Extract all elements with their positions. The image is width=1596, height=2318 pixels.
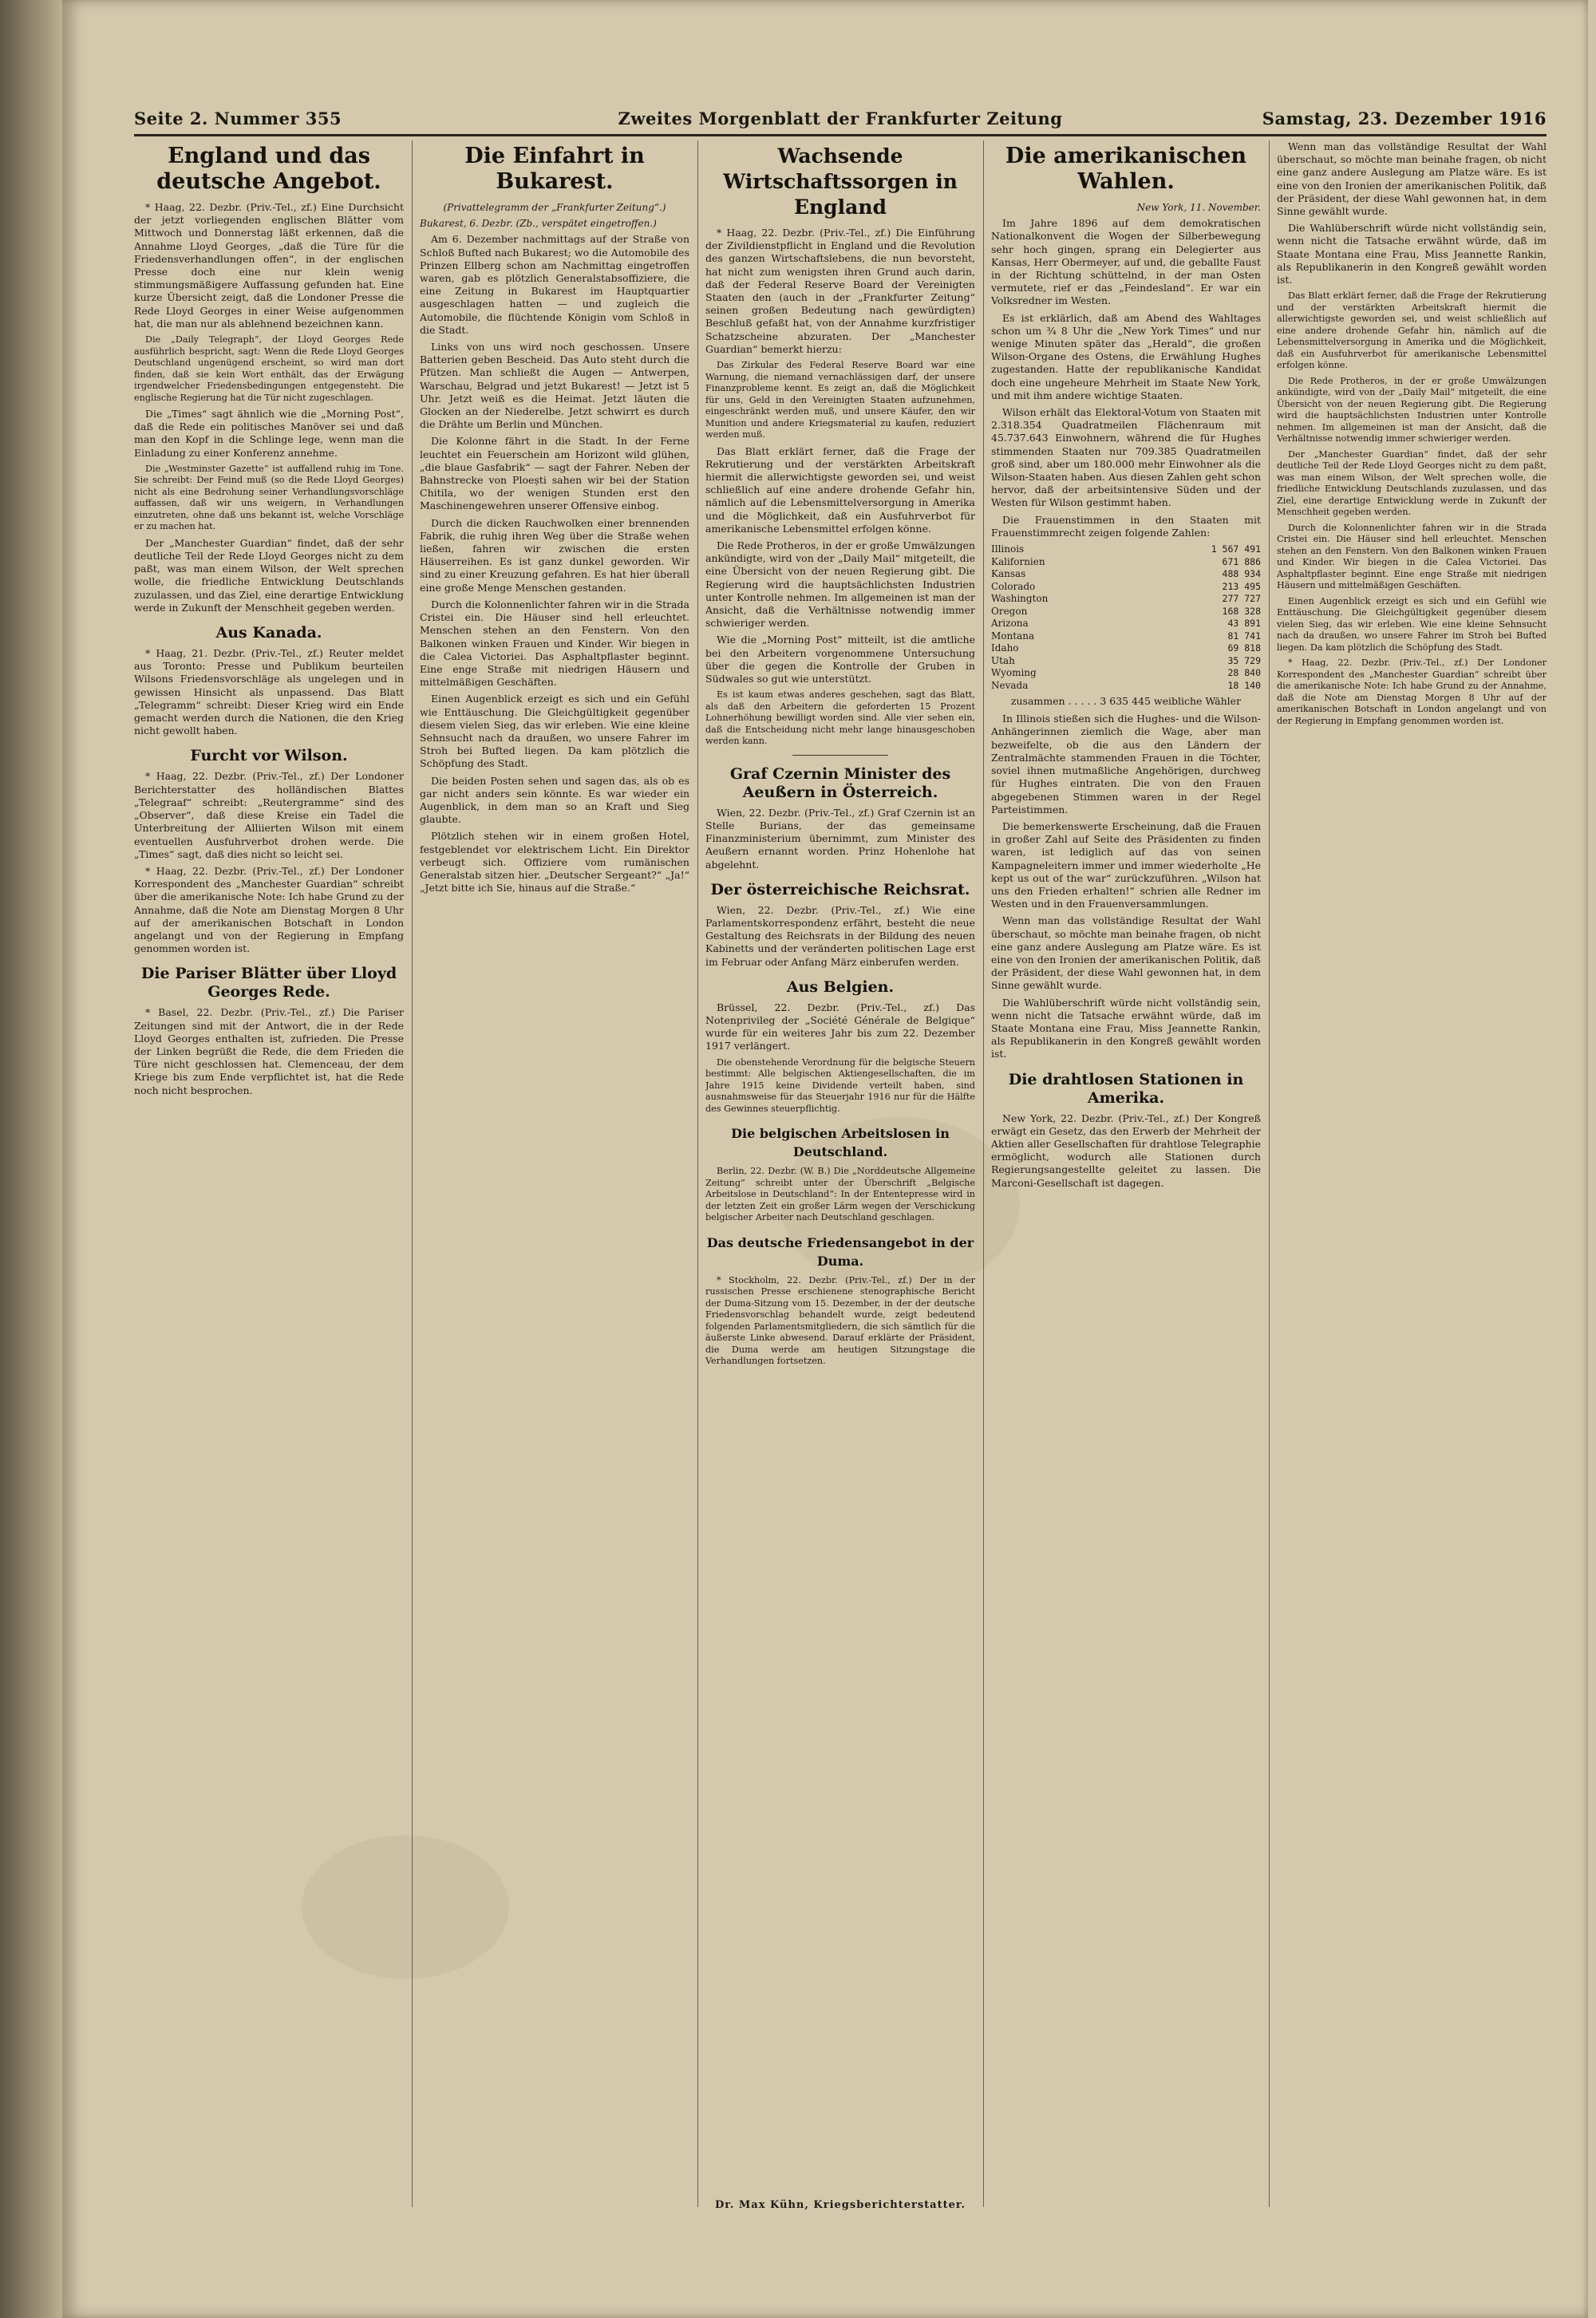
columns (134, 140, 1547, 2211)
votes-state: Kansas (991, 568, 1026, 580)
dateline: Bukarest, 6. Dezbr. (Zb., verspätet eingetroffen.) (420, 218, 657, 230)
article-paragraph: Durch die dicken Rauchwolken einer brennenden Fabrik, die ruhig ihren Weg über die Straße wehen ließen, fahren wir zwischen die ersten Häuserreihen. Es ist ganz dunkel geworden. Wir sind zu einer Kreuzung gefahren. Es hat hier überall eine große Menge Menschen gestanden. (420, 516, 689, 594)
votes-count: 168 328 (1222, 605, 1261, 617)
headline-amerikanische-wahlen: Die amerikanischen Wahlen. (1005, 144, 1247, 194)
article-paragraph: Am 6. Dezember nachmittags auf der Straße von Schloß Bufted nach Bukarest; wo die Automobile des Prinzen Ellberg schon am Nachmittag eingetroffen waren, gab es plötzlich Generalstabsoffiziere, die eine Zeitung in Bukarest im Hauptquartier ausgeschlagen hatten — und zugleich die Automobile, die flüchtende Königin vom Schloß in die Stadt. (420, 233, 689, 336)
headline-bukarest: Die Einfahrt in Bukarest. (464, 144, 645, 194)
masthead-page-number: Seite 2. Nummer 355 (134, 109, 342, 128)
article-paragraph: Durch die Kolonnenlichter fahren wir in die Strada Cristei ein. Die Häuser sind hell erleuchtet. Menschen stehen an den Fenstern. Von den Balkonen winken Frauen und Kinder. Wir biegen in die Calea Victoriei. Das Asphaltpflaster beginnt. Eine enge Straße mit niedrigen Häusern und mittelmäßigen Geschäften. (1277, 522, 1547, 591)
article-paragraph: * Haag, 21. Dezbr. (Priv.-Tel., zf.) Reuter meldet aus Toronto: Presse und Publikum beurteilen Wilsons Friedensvorschläge als ungelegen und in gewissen Hinsicht als unpassend. Das Blatt „Telegramm“ schreibt: Dieser Krieg wird ein Ende gemacht werden durch die Nationen, die den Krieg nicht gewollt haben. (134, 647, 404, 737)
votes-state: Oregon (991, 605, 1028, 617)
article-paragraph: Die Kolonne fährt in die Stadt. In der Ferne leuchtet ein Feuerschein am Horizont wild glühen, „die blaue Gasfabrik“ — sagt der Fahrer. Neben der Bahnstrecke von Ploești sahen wir bei der Station Chitila, wo der wenigen Stunden erst den Maschinengewehren unserer Offensive einbog. (420, 435, 689, 512)
article-paragraph: Im Jahre 1896 auf dem demokratischen Nationalkonvent die Wogen der Silberbewegung sehr hoch gingen, sprang ein Delegierter aus Kansas, Herr Obermeyer, auf und, die geballte Faust in der Richtung schüttelnd, in der man Osten vermutete, rief er das „Feindesland“. Er war ein Volksredner im Westen. (991, 217, 1261, 307)
article-paragraph: * Basel, 22. Dezbr. (Priv.-Tel., zf.) Die Pariser Zeitungen sind mit der Antwort, die in der Rede Lloyd Georges enthalten ist, zufrieden. Die Presse der Linken begrüßt die Rede, die dem Frieden die Türe nicht geschlossen hat. Clemenceau, der dem Kriege bis zum Ende verpflichtet ist, hat die Rede noch nicht besprochen. (134, 1006, 404, 1096)
article-paragraph: Wien, 22. Dezbr. (Priv.-Tel., zf.) Wie eine Parlamentskorrespondenz erfährt, besteht die neue Gestaltung des Reichsrats in der Bildung des neuen Kabinetts und der veränderten politischen Lage erst im Februar oder Anfang März einberufen werden. (705, 903, 975, 968)
column-rule (983, 140, 984, 2207)
article-paragraph: * Haag, 22. Dezbr. (Priv.-Tel., zf.) Der Londoner Korrespondent des „Manchester Guardian“ schreibt über die amerikanische Note: Ich habe Grund zu der Annahme, daß die Note am Dienstag Morgen 8 Uhr auf der amerikanischen Botschaft in London angelangt und von der Regierung in Empfang genommen worden ist. (134, 864, 404, 955)
votes-count: 69 818 (1227, 642, 1261, 654)
masthead-date: Samstag, 23. Dezember 1916 (1262, 109, 1547, 128)
column-rule (697, 140, 698, 2207)
masthead-title: Zweites Morgenblatt der Frankfurter Zeitung (618, 109, 1063, 128)
article-paragraph: Das Blatt erklärt ferner, daß die Frage der Rekrutierung und der verstärkten Arbeitskraft hiermit die allerwichtigste geworden sei, und weist schließlich auf eine andere drohende Gefahr hin, nämlich auf die Lebensmittelversorgung in Amerika und die Möglichkeit, daß ein Ausfuhrverbot für amerikanische Lebensmittel erfolgen könne. (705, 444, 975, 535)
votes-count: 277 727 (1222, 593, 1261, 605)
article-paragraph: * Haag, 22. Dezbr. (Priv.-Tel., zf.) Der Londoner Berichterstatter des holländischen Blattes „Telegraaf“ schreibt: „Reutergramme“ sind des „Observer“, daß diese Kreise ein Tadel die Unterbreitung der Alliierten Wilson mit einem eventuellen Ausfuhrverbot drohen werde. Die „Times“ sagt, daß dies nicht so leicht sei. (134, 770, 404, 860)
votes-state: Idaho (991, 642, 1019, 654)
article-paragraph: Wie die „Morning Post“ mitteilt, ist die amtliche bei den Arbeitern vorgenommene Untersuchung über die gegen die Kontrolle der Gruben in Südwales so gut wie unterstützt. (705, 634, 975, 685)
votes-row (991, 593, 1261, 606)
column-2 (420, 140, 689, 2207)
votes-state: Colorado (991, 580, 1036, 592)
votes-row (991, 606, 1261, 618)
votes-count: 488 934 (1222, 568, 1261, 580)
article-paragraph: Wilson erhält das Elektoral-Votum von Staaten mit 2.318.354 Quadratmeilen Flächenraum mit 45.737.643 Einwohnern, während die für Hughes stimmenden Staaten nur 709.385 Quadratmeilen groß sind, aber um 180.000 mehr Einwohner als die Wilson-Staaten haben. Aus diesen Zahlen geht schon hervor, daß der arbeitsintensive Süden und der Westen für Wilson gestimmt haben. (991, 406, 1261, 509)
votes-row (991, 581, 1261, 594)
article-paragraph: Der „Manchester Guardian“ findet, daß der sehr deutliche Teil der Rede Lloyd Georges nicht zu dem paßt, was man einem Wilson, der Welt sprechen wolle, die friedliche Entwicklung Deutschlands zuzulassen, und das Ziel, eine derartige Entwicklung werde in Zukunft der Menschheit gegeben werden. (1277, 448, 1547, 518)
subheadline-drahtlose-stationen: Die drahtlosen Stationen in Amerika. (1008, 1070, 1244, 1107)
column-1 (134, 140, 404, 2207)
article-paragraph: Es ist erklärlich, daß am Abend des Wahltages schon um ¾ 8 Uhr die „New York Times“ und nur wenige Minuten später das „Herald“, die großen Wilson-Organe des Ostens, die Erwählung Hughes zugestanden. Hatte der republikanische Kandidat doch eine ungeheure Mehrheit im Staate New York, und mit ihm andere wichtige Staaten. (991, 311, 1261, 401)
votes-row (991, 568, 1261, 581)
votes-state: Nevada (991, 679, 1029, 691)
votes-row (991, 618, 1261, 630)
article-paragraph: Die Rede Protheros, in der er große Umwälzungen ankündigte, wird von der „Daily Mail“ mitgeteilt, die eine Übersicht von der neuen Regierung gibt. Die Regierung wird die hauptsächlichsten Industrien unter Kontrolle nehmen. Im allgemeinen ist man der Ansicht, daß die Verhältnisse notwendig immer schwieriger werden. (1277, 375, 1547, 444)
votes-count: 43 891 (1227, 618, 1261, 630)
article-paragraph: Die Rede Protheros, in der er große Umwälzungen ankündigte, wird von der „Daily Mail“ mitgeteilt, die eine Übersicht von der neuen Regierung gibt. Die Regierung wird die hauptsächlichsten Industrien unter Kontrolle nehmen. Im allgemeinen ist man der Ansicht, daß die Verhältnisse notwendig immer schwieriger werden. (705, 539, 975, 630)
article-paragraph: Das Blatt erklärt ferner, daß die Frage der Rekrutierung und der verstärkten Arbeitskraft hiermit die allerwichtigste geworden sei, und weist schließlich auf eine andere drohende Gefahr hin, nämlich auf die Lebensmittelversorgung in Amerika und die Möglichkeit, daß ein Ausfuhrverbot für amerikanische Lebensmittel erfolgen könne. (1277, 290, 1547, 371)
masthead (134, 109, 1547, 136)
article-paragraph: Die bemerkenswerte Erscheinung, daß die Frauen in großer Zahl auf Seite des Präsidenten zu finden waren, ist lediglich auf das von seinen Kampagneleitern immer und immer wiederholte „He kept us out of the war“ zurückzuführen. „Wilson hat uns den Frieden erhalten!“ schrien alle Redner im Westen und in den Frauenversammlungen. (991, 819, 1261, 910)
votes-row (991, 680, 1261, 693)
byline: (Privattelegramm der „Frankfurter Zeitung“.) (443, 202, 666, 213)
votes-row (991, 667, 1261, 680)
article-paragraph: Wenn man das vollständige Resultat der Wahl überschaut, so möchte man beinahe fragen, ob nicht eine ganz andere Auslegung am Platze wäre. Es ist eine von den Ironien der amerikanischen Politik, daß der Präsident, der diese Wahl gewonnen hat, in dem Sinne gewählt wurde. (991, 914, 1261, 992)
subheadline-furcht: Furcht vor Wilson. (190, 747, 348, 765)
article-paragraph: Wien, 22. Dezbr. (Priv.-Tel., zf.) Graf Czernin ist an Stelle Burians, der das gemeinsame Finanzministerium übernimmt, zum Minister des Aeußern ernannt worden. Prinz Hohenlohe hat abgelehnt. (705, 806, 975, 871)
article-paragraph: Die Wahlüberschrift würde nicht vollständig sein, wenn nicht die Tatsache erwähnt würde, daß im Staate Montana eine Frau, Miss Jeannette Rankin, als Republikanerin in den Kongreß gewählt worden ist. (1277, 222, 1547, 286)
subheadline-pariser-blaetter: Die Pariser Blätter über Lloyd Georges Rede. (140, 965, 397, 1001)
article-paragraph: * Haag, 22. Dezbr. (Priv.-Tel., zf.) Der Londoner Korrespondent des „Manchester Guardian“ schreibt über die amerikanische Note: Ich habe Grund zu der Annahme, daß die Note am Dienstag Morgen 8 Uhr auf der amerikanischen Botschaft in London angelangt und von der Regierung in Empfang genommen worden ist. (1277, 657, 1547, 726)
article-paragraph: Brüssel, 22. Dezbr. (Priv.-Tel., zf.) Das Notenprivileg der „Société Générale de Belgique“ wurde für ein weiteres Jahr bis zum 22. Dezember 1917 verlängert. (705, 1001, 975, 1052)
votes-count: 81 741 (1227, 630, 1261, 642)
column-rule (412, 140, 413, 2207)
article-paragraph: Das Zirkular des Federal Reserve Board war eine Warnung, die niemand vernachlässigen darf, der unsere Finanzprobleme kennt. Es zeigt an, daß die Möglichkeit für uns, Geld in den Vereinigten Staaten aufzunehmen, eingeschränkt werden muß, und unsere Käufer, den wir Munition und andere Kriegsmaterial zu kaufen, reduziert werden muß. (705, 360, 975, 440)
votes-row (991, 655, 1261, 668)
article-paragraph: * Haag, 22. Dezbr. (Priv.-Tel., zf.) Eine Durchsicht der jetzt vorliegenden englischen Blätter vom Mittwoch und Donnerstag läßt erkennen, daß die Annahme Lloyd Georges, „daß die Türe für die Friedensverhandlungen offen“, in der englischen Presse doch eine nur klein wenig stimmungsmäßigere Auffassung gefunden hat. Eine kurze Übersicht zeigt, daß die Londoner Presse die Rede Lloyd Georges in einer Weise aufgenommen hat, die man nur als ablehnend bezeichnen kann. (134, 201, 404, 330)
dateline: New York, 11. November. (1136, 202, 1261, 213)
article-paragraph: * Stockholm, 22. Dezbr. (Priv.-Tel., zf.) Der in der russischen Presse erschienene stenographische Bericht der Duma-Sitzung vom 15. Dezember, in der der deutsche Friedensvorschlag behandelt wurde, zeigt bedeutend folgenden Parlamentsmitgliedern, die sich sämtlich für die äußerste Linke abwesend. Darauf erklärte der Präsident, die Duma werde am heutigen Sitzungstage die Verhandlungen fortsetzen. (705, 1274, 975, 1367)
article-paragraph: In Illinois stießen sich die Hughes- und die Wilson-Anhängerinnen ziemlich die Wage, aber man bezweifelte, ob die aus den Ländern der Zentralmächte stammenden Frauen in die Töchter, soviel ihnen mutmaßliche Angehörigen, durchweg für Hughes eintraten. Die von den Frauen abgegebenen Stimmen waren in der Regel Parteistimmen. (991, 713, 1261, 815)
article-paragraph: Plötzlich stehen wir in einem großen Hotel, festgeblendet vor elektrischem Licht. Ein Direktor verbeugt sich. Offiziere vom rumänischen Generalstab sitzen hier. „Deutscher Sergeant?“ „Ja!“ „Jetzt bitte ich Sie, hinaus auf die Straße.“ (420, 830, 689, 894)
article-paragraph: Die Frauenstimmen in den Staaten mit Frauenstimmrecht zeigen folgende Zahlen: (991, 513, 1261, 539)
column-rule (1269, 140, 1270, 2207)
votes-count: 213 495 (1222, 580, 1261, 592)
votes-row (991, 556, 1261, 569)
article-paragraph: Die Wahlüberschrift würde nicht vollständig sein, wenn nicht die Tatsache erwähnt würde, daß im Staate Montana eine Frau, Miss Jeannette Rankin, als Republikanerin in den Kongreß gewählt worden ist. (991, 996, 1261, 1060)
article-paragraph: Die „Daily Telegraph“, der Lloyd Georges Rede ausführlich bespricht, sagt: Wenn die Rede Lloyd Georges Deutschland ungenügend erscheint, so wird man dort finden, daß sie kein Wort enthält, das der Erwägung irgendwelcher Friedensbedingungen entgegensteht. Die englische Regierung hat die Tür nicht zugeschlagen. (134, 334, 404, 403)
votes-state: Washington (991, 593, 1049, 605)
votes-count: 18 140 (1227, 679, 1261, 691)
votes-state: Wyoming (991, 667, 1037, 679)
votes-state: Montana (991, 630, 1035, 642)
article-paragraph: Die „Times“ sagt ähnlich wie die „Morning Post“, daß die Rede ein politisches Manöver sei und daß man den Kopf in die Schlinge lege, wenn man die Einladung zu einer Konferenz annehme. (134, 408, 404, 459)
column-3 (705, 140, 975, 2207)
article-paragraph: * Haag, 22. Dezbr. (Priv.-Tel., zf.) Die Einführung der Zivildienstpflicht in England und die Revolution des ganzen Wirtschaftslebens, die nun bevorsteht, hat nicht zum wenigsten ihren Grund auch darin, daß der Federal Reserve Board der Vereinigten Staaten den (auch in der „Frankfurter Zeitung“ seinen großen Bedeutung nach gewürdigten) Beschluß gefaßt hat, von der Annahme kurzfristiger Schatzscheine abzuraten. Der „Manchester Guardian“ bemerkt hierzu: (705, 227, 975, 355)
votes-table (991, 543, 1261, 692)
votes-state: Arizona (991, 618, 1029, 630)
votes-count: 35 729 (1227, 654, 1261, 666)
subheadline-czernin: Graf Czernin Minister des Aeußern in Österreich. (729, 764, 951, 801)
votes-total: zusammen . . . . . 3 635 445 weibliche Wähler (1010, 695, 1242, 708)
article-paragraph: Einen Augenblick erzeigt es sich und ein Gefühl wie Enttäuschung. Die Gleichgültigkeit gegenüber diesem vielen Sieg, das wir erleben. Wie eine kleine Sehnsucht nach da draußen, wo unsere Fahrer im Stroh bei Bufted liegen. Da kam plötzlich die Schöpfung des Stadt. (420, 693, 689, 770)
votes-row (991, 543, 1261, 556)
subheadline-kanada: Aus Kanada. (215, 624, 322, 642)
article-paragraph: Die beiden Posten sehen und sagen das, als ob es gar nicht anders sein könnte. Es war wieder ein Augenblick, in dem man so an Kraft und Sieg glaubte. (420, 774, 689, 826)
column-5 (1277, 140, 1547, 2207)
section-divider (792, 755, 888, 756)
article-paragraph: Der „Manchester Guardian“ findet, daß der sehr deutliche Teil der Rede Lloyd Georges nicht zu dem paßt, was man einem Wilson, der Welt sprechen wolle, die friedliche Entwicklung Deutschlands zuzulassen, und das Ziel, eine derartige Entwicklung werde in Zukunft der Menschheit gegeben werden. (134, 536, 404, 614)
article-paragraph: Wenn man das vollständige Resultat der Wahl überschaut, so möchte man beinahe fragen, ob nicht eine ganz andere Auslegung am Platze wäre. Es ist eine von den Ironien der amerikanischen Politik, daß der Präsident, der diese Wahl gewonnen hat, in dem Sinne gewählt wurde. (1277, 140, 1547, 218)
votes-state: Kalifornien (991, 555, 1045, 567)
article-paragraph: Die obenstehende Verordnung für die belgische Steuern bestimmt: Alle belgischen Aktiengesellschaften, die im Jahre 1915 keine Dividende verteilt haben, sind ausnahmsweise für das Steuerjahr 1916 nur für die Hälfte des Gewinnes steuerpflichtig. (705, 1056, 975, 1114)
votes-total-label: zusammen (1010, 695, 1065, 708)
votes-row (991, 642, 1261, 655)
votes-state: Utah (991, 654, 1015, 666)
article-paragraph: Links von uns wird noch geschossen. Unsere Batterien geben Bescheid. Das Auto steht durch die Pfützen. Man schließt die Augen — Antwerpen, Warschau, Belgrad und jetzt Bukarest! — Jetzt ist 5 Uhr. Jetzt weiß es die Heimat. Jetzt läuten die Glocken an der Niederelbe. Jetzt schwirrt es durch die Drähte um Berlin und München. (420, 341, 689, 431)
votes-state: Illinois (991, 543, 1025, 555)
subheadline-arbeitslose: Die belgischen Arbeitslosen in Deutschland. (731, 1126, 950, 1160)
article-paragraph: Die „Westminster Gazette“ ist auffallend ruhig im Tone. Sie schreibt: Der Feind muß (so die Rede Lloyd Georges) nicht als eine Bedrohung seiner Verhandlungsvorschläge auffassen, daß wir uns weigern, in Verhandlungen einzutreten, ohne daß uns bekannt ist, welche Vorschläge er zu machen hat. (134, 463, 404, 532)
article-paragraph: New York, 22. Dezbr. (Priv.-Tel., zf.) Der Kongreß erwägt ein Gesetz, das den Erwerb der Mehrheit der Aktien aller Gesellschaften für drahtlose Telegraphie ermöglicht, wodurch alle Stationen durch Regierungsangestellte geleitet zu lassen. Die Marconi-Gesellschaft ist dagegen. (991, 1112, 1261, 1189)
headline-england: England und das deutsche Angebot. (156, 144, 381, 194)
article-paragraph: Einen Augenblick erzeigt es sich und ein Gefühl wie Enttäuschung. Die Gleichgültigkeit gegenüber diesem vielen Sieg, das wir erleben. Wie eine kleine Sehnsucht nach da draußen, wo unsere Fahrer im Stroh bei Bufted liegen. Da kam plötzlich die Schöpfung des Stadt. (1277, 595, 1547, 653)
subheadline-belgien: Aus Belgien. (786, 977, 895, 996)
headline-wirtschaftssorgen: Wachsende Wirtschaftssorgen in England (723, 144, 958, 219)
article-paragraph: Berlin, 22. Dezbr. (W. B.) Die „Norddeutsche Allgemeine Zeitung“ schreibt unter der Überschrift „Belgische Arbeitslose in Deutschland“: In der Ententepresse wird in der letzten Zeit ein großer Lärm wegen der Verschickung belgischer Arbeiter nach Deutschland geschlagen. (705, 1166, 975, 1223)
column-4 (991, 140, 1261, 2207)
votes-total-value: 3 635 445 weibliche Wähler (1100, 695, 1242, 708)
article-paragraph: Es ist kaum etwas anderes geschehen, sagt das Blatt, als daß den Arbeitern die geforderten 15 Prozent Lohnerhöhung bewilligt worden sind. Alle vier sehen ein, daß die Entscheidung nicht mehr lange hinausgeschoben werden kann. (705, 689, 975, 747)
article-paragraph: Durch die Kolonnenlichter fahren wir in die Strada Cristei ein. Die Häuser sind hell erleuchtet. Menschen stehen an den Fenstern. Von den Balkonen winken Frauen und Kinder. Wir biegen in die Calea Victoriei. Das Asphaltpflaster beginnt. Eine enge Straße mit niedrigen Häusern und mittelmäßigen Geschäften. (420, 598, 689, 689)
subheadline-duma: Das deutsche Friedensangebot in der Duma. (706, 1234, 974, 1269)
votes-row (991, 630, 1261, 643)
author-signature: Dr. Max Kühn, Kriegsberichterstatter. (714, 2199, 966, 2211)
book-spine (0, 0, 62, 2318)
votes-count: 1 567 491 (1211, 543, 1261, 555)
votes-count: 671 886 (1222, 555, 1261, 567)
votes-count: 28 840 (1227, 667, 1261, 679)
subheadline-reichsrat: Der österreichische Reichsrat. (710, 880, 970, 898)
